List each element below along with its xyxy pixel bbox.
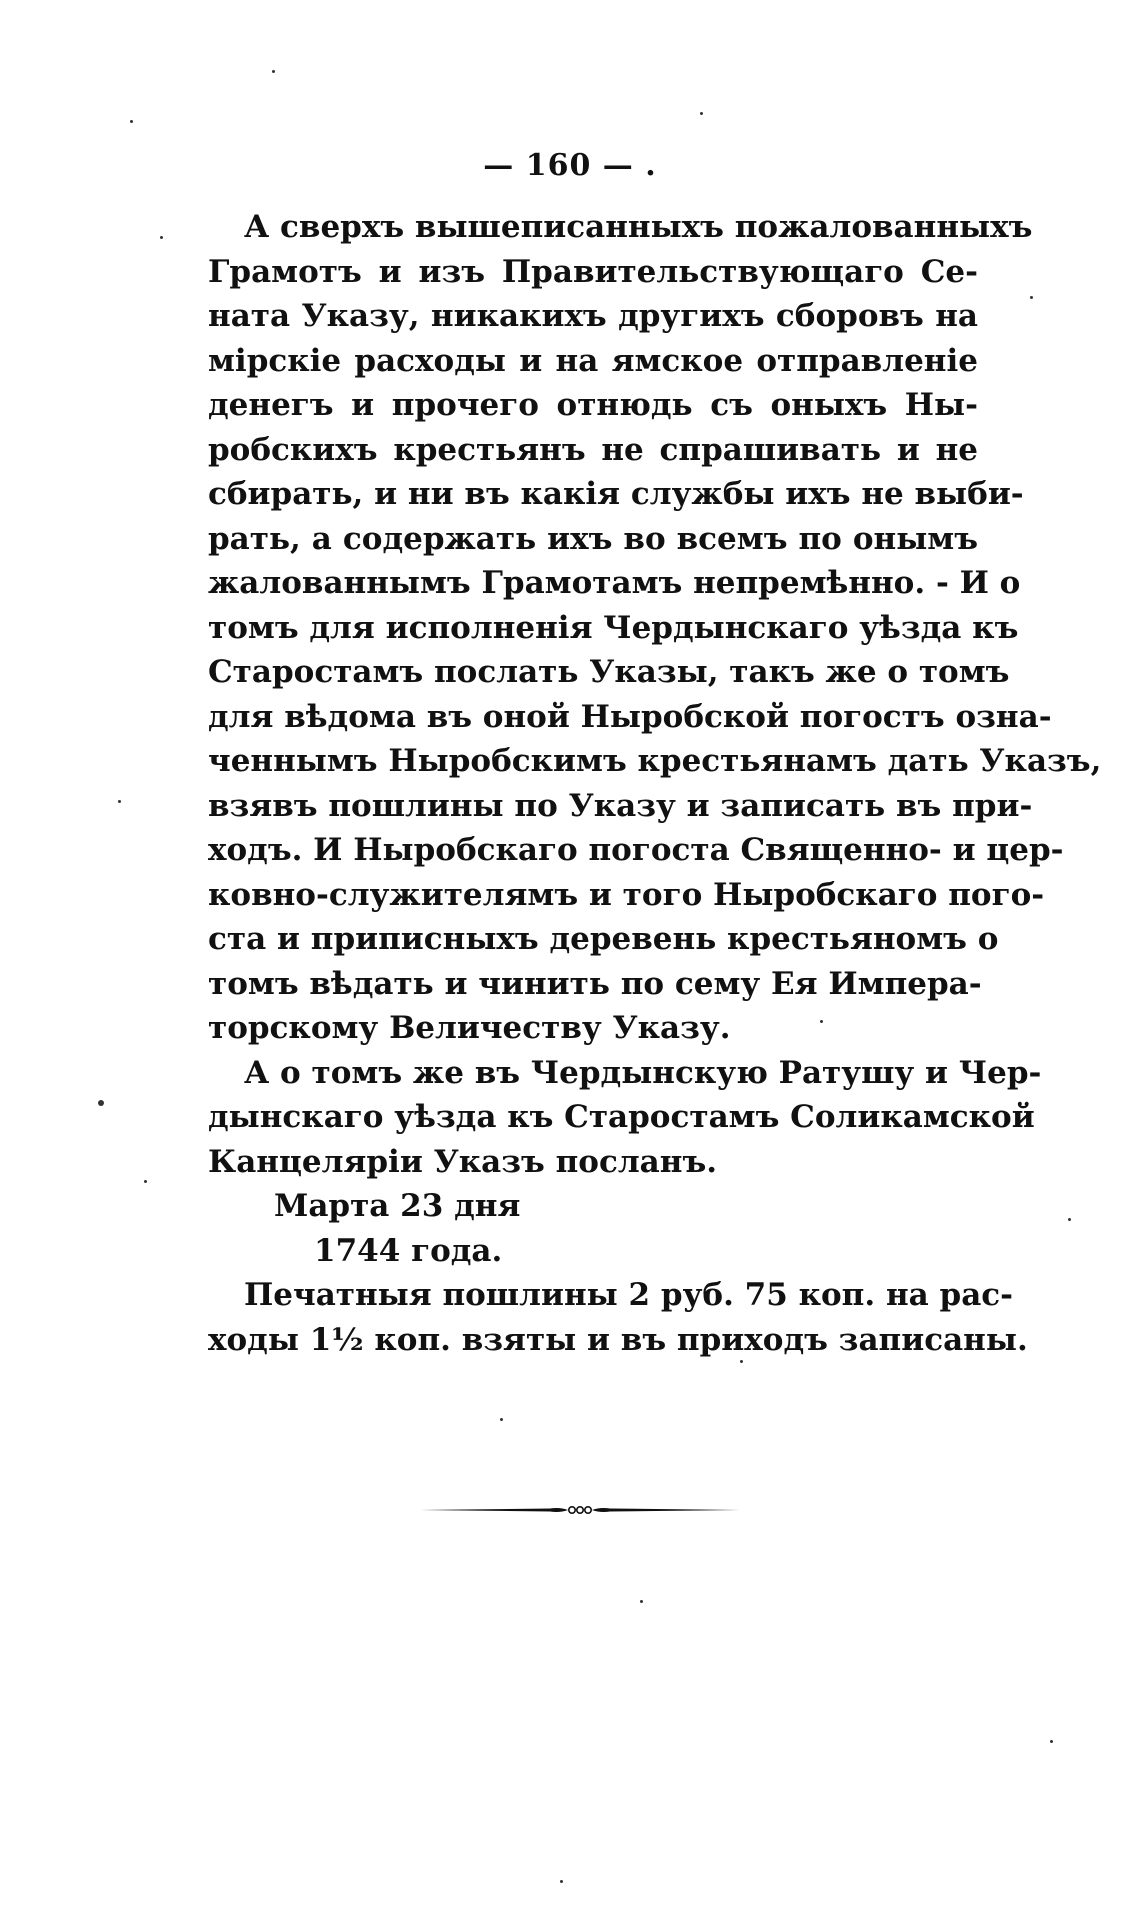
text-line: робскихъ крестьянъ не спрашивать и не bbox=[208, 431, 978, 468]
text-line: для вѣдома въ оной Ныробской погостъ озна- bbox=[208, 698, 1052, 735]
text-line: томъ для исполненія Чердынскаго уѣзда къ bbox=[208, 609, 1019, 646]
page-number: — 160 — . bbox=[483, 148, 657, 183]
print-speck bbox=[130, 120, 133, 123]
text-line: Старостамъ послать Указы, такъ же о томъ bbox=[208, 654, 1010, 690]
print-speck bbox=[640, 1600, 643, 1603]
text-line: А сверхъ вышеписанныхъ пожалованныхъ bbox=[244, 209, 1033, 245]
text-line: Печатныя пошлины 2 руб. 75 коп. на рас- bbox=[244, 1277, 1014, 1313]
print-speck bbox=[160, 236, 163, 239]
text-line: дынскаго уѣзда къ Старостамъ Соликамской bbox=[208, 1099, 1035, 1135]
text-line: жалованнымъ Грамотамъ непремѣнно. - И о bbox=[208, 565, 1021, 601]
print-speck bbox=[560, 1880, 563, 1883]
print-speck bbox=[272, 70, 275, 73]
print-speck bbox=[144, 1180, 147, 1183]
text-line: сбирать, и ни въ какія службы ихъ не выби- bbox=[208, 476, 1024, 512]
print-speck bbox=[118, 800, 121, 803]
year-line: 1744 года. bbox=[314, 1232, 503, 1269]
text-line: ходъ. И Ныробскаго погоста Священно- и цер- bbox=[208, 832, 1064, 868]
text-line: Канцеляріи Указъ посланъ. bbox=[208, 1143, 718, 1180]
print-speck bbox=[1030, 296, 1033, 299]
print-speck bbox=[820, 1020, 823, 1023]
ornamental-divider bbox=[420, 1502, 740, 1518]
text-line: Грамотъ и изъ Правительствующаго Се- bbox=[208, 253, 978, 290]
text-line: ста и приписныхъ деревень крестьяномъ о bbox=[208, 921, 999, 957]
print-speck bbox=[1050, 1740, 1053, 1743]
print-speck bbox=[1068, 1218, 1071, 1221]
text-line: ната Указу, никакихъ другихъ сборовъ на bbox=[208, 298, 978, 334]
text-line: ковно-служителямъ и того Ныробскаго пого- bbox=[208, 876, 1045, 913]
text-line: мірскіе расходы и на ямское отправленіе bbox=[208, 342, 978, 379]
text-line: торскому Величеству Указу. bbox=[208, 1010, 731, 1046]
text-line: томъ вѣдать и чинить по сему Ея Импера- bbox=[208, 965, 982, 1002]
text-line: денегъ и прочего отнюдь съ оныхъ Ны- bbox=[208, 387, 978, 423]
text-line: ходы 1½ коп. взяты и въ приходъ записаны. bbox=[208, 1321, 1028, 1358]
print-speck bbox=[500, 1418, 503, 1421]
text-line: ченнымъ Ныробскимъ крестьянамъ дать Указъ, bbox=[208, 743, 1102, 779]
print-speck bbox=[740, 1360, 743, 1363]
date-line: Марта 23 дня bbox=[274, 1188, 521, 1224]
text-line: рать, а содержать ихъ во всемъ по онымъ bbox=[208, 520, 978, 557]
print-speck bbox=[98, 1100, 104, 1106]
text-line: взявъ пошлины по Указу и записать въ при- bbox=[208, 787, 1033, 824]
print-speck bbox=[700, 112, 703, 115]
text-line: А о томъ же въ Чердынскую Ратушу и Чер- bbox=[244, 1054, 1042, 1091]
main-text bbox=[208, 205, 1102, 1362]
